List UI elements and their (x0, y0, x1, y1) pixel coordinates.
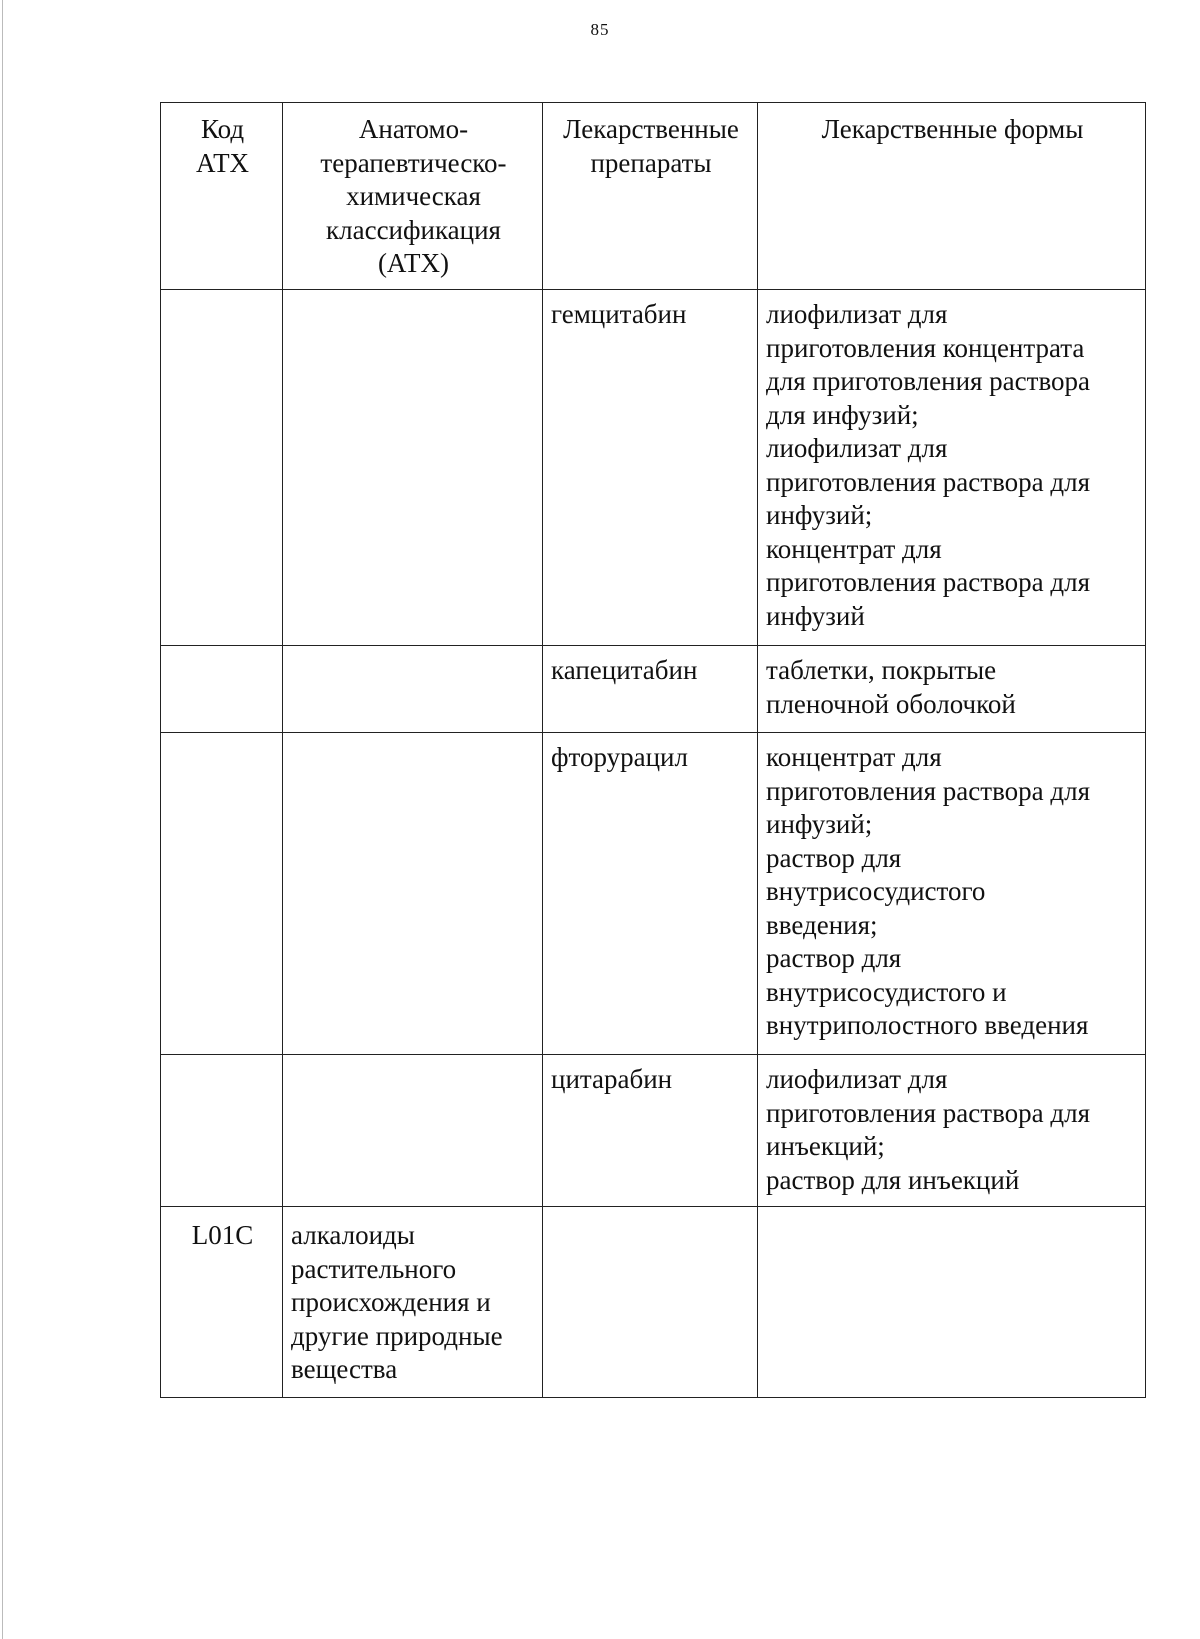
cell-classification (283, 1207, 543, 1398)
form-line: приготовления концентрата (766, 332, 1085, 363)
classification-line: растительного (291, 1253, 457, 1284)
cell-drug: цитарабин (543, 1055, 758, 1207)
cell-drug (543, 1207, 758, 1398)
form-line: концентрат для (766, 742, 942, 772)
header-line: Лекарственные (563, 114, 739, 144)
header-drugs (543, 103, 758, 290)
cell-atc-code: L01C (161, 1207, 283, 1398)
cell-dosage-forms (758, 290, 1146, 646)
header-line: классификация (326, 214, 501, 245)
form-line: инфузий; (766, 500, 873, 530)
form-line: раствор для (766, 943, 902, 973)
table-row (161, 1055, 1146, 1207)
cell-classification (283, 733, 543, 1055)
form-line: приготовления раствора для (766, 1097, 1090, 1128)
form-line: внутрисосудистого (766, 876, 986, 906)
classification-line: происхождения и (291, 1287, 491, 1317)
header-line: химическая (346, 181, 481, 211)
header-dosage-forms (758, 103, 1146, 290)
cell-classification (283, 1055, 543, 1207)
form-line: лиофилизат для (766, 299, 948, 329)
cell-drug: гемцитабин (543, 290, 758, 646)
form-line: внутрисосудистого и (766, 976, 1007, 1007)
atc-table-container (160, 102, 1146, 1398)
header-line: (АТХ) (377, 248, 450, 278)
form-line: для инфузий; (766, 399, 919, 430)
page-number: 85 (590, 20, 610, 39)
header-atc-classification (283, 103, 543, 290)
form-line: пленочной оболочкой (766, 688, 1016, 719)
header-line: Код (200, 114, 245, 144)
classification-line: вещества (291, 1354, 398, 1384)
cell-drug: капецитабин (543, 646, 758, 733)
table-row (161, 646, 1146, 733)
form-line: приготовления раствора для (766, 466, 1090, 497)
cell-atc-code (161, 733, 283, 1055)
form-line: лиофилизат для (766, 1064, 948, 1094)
table-header-row (161, 103, 1146, 290)
form-line: инфузий; (766, 809, 873, 839)
table-row (161, 1207, 1146, 1398)
classification-line: алкалоиды (291, 1220, 415, 1250)
header-atc-code (161, 103, 283, 290)
cell-dosage-forms (758, 1055, 1146, 1207)
header-line: АТХ (195, 147, 250, 178)
cell-atc-code (161, 646, 283, 733)
cell-drug: фторурацил (543, 733, 758, 1055)
form-line: раствор для инъекций (766, 1164, 1020, 1195)
scan-edge-line (2, 0, 3, 1639)
form-line: внутриполостного введения (766, 1010, 1089, 1040)
form-line: для приготовления раствора (766, 366, 1090, 396)
cell-atc-code (161, 1055, 283, 1207)
header-line: Лекарственные формы (821, 114, 1084, 144)
form-line: концентрат для (766, 533, 942, 564)
classification-line: другие природные (291, 1320, 503, 1351)
form-line: раствор для (766, 842, 902, 873)
header-line: Анатомо- (358, 114, 469, 144)
form-line: инъекций; (766, 1131, 885, 1161)
cell-classification (283, 290, 543, 646)
cell-classification (283, 646, 543, 733)
cell-dosage-forms (758, 1207, 1146, 1398)
atc-table (160, 102, 1146, 1398)
cell-atc-code (161, 290, 283, 646)
header-line: препараты (590, 147, 712, 178)
header-line: терапевтическо- (320, 147, 507, 178)
form-line: лиофилизат для (766, 433, 948, 463)
cell-dosage-forms (758, 646, 1146, 733)
form-line: приготовления раствора для (766, 567, 1090, 597)
form-line: введения; (766, 909, 878, 940)
table-row (161, 290, 1146, 646)
form-line: инфузий (766, 600, 865, 631)
table-row (161, 733, 1146, 1055)
form-line: таблетки, покрытые (766, 655, 997, 685)
cell-dosage-forms (758, 733, 1146, 1055)
form-line: приготовления раствора для (766, 775, 1090, 806)
